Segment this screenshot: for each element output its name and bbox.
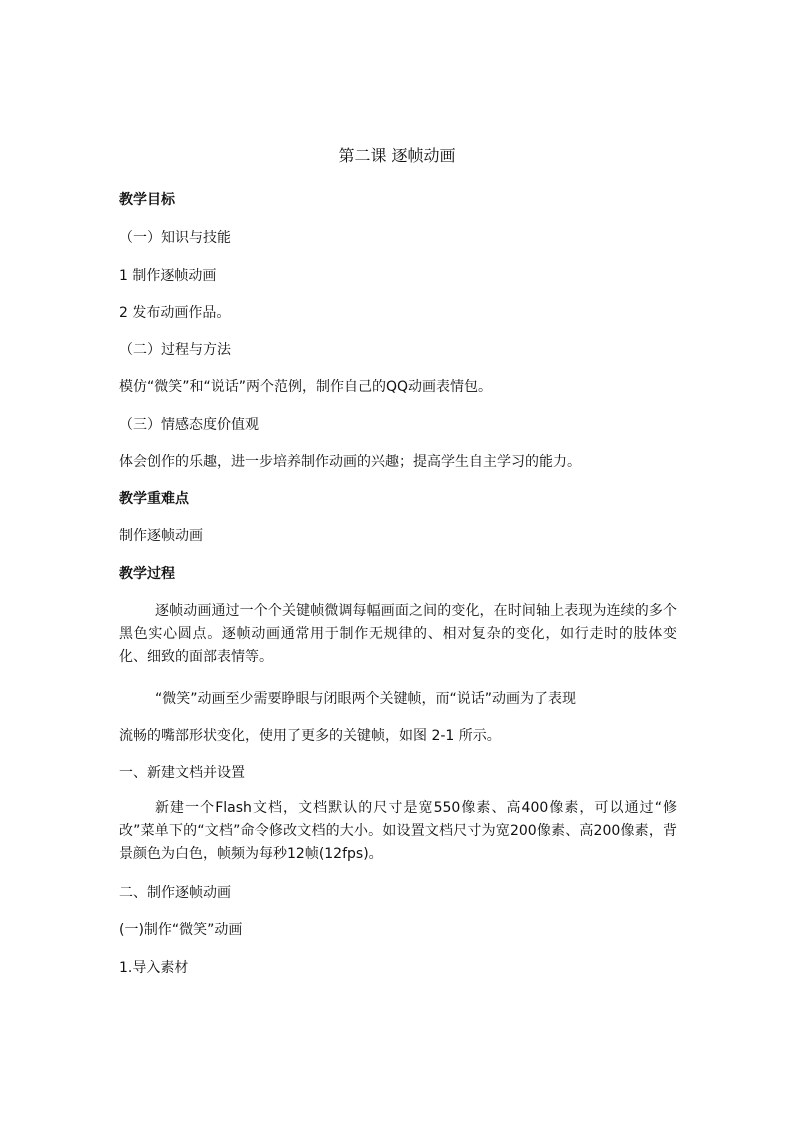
section-heading-goals: 教学目标 bbox=[119, 192, 175, 208]
subheading-process-methods: （二）过程与方法 bbox=[119, 342, 231, 358]
paragraph-frame-animation: 逐帧动画通过一个个关键帧微调每幅画面之间的变化，在时间轴上表现为连续的多个黑色实心圆点。逐帧动画通常用于制作无规律的、相对复杂的变化，如行走时的肢体变化、细致的面部表情等。 bbox=[119, 603, 677, 665]
subheading-attitudes-values: （三）情感态度价值观 bbox=[119, 417, 259, 433]
section-heading-process: 教学过程 bbox=[119, 566, 175, 582]
paragraph-smile-talk-line1: “微笑”动画至少需要睁眼与闭眼两个关键帧，而“说话”动画为了表现 bbox=[155, 691, 577, 707]
section-heading-keypoints: 教学重难点 bbox=[119, 491, 189, 507]
paragraph-smile-talk-line2: 流畅的嘴部形状变化，使用了更多的关键帧，如图 2-1 所示。 bbox=[119, 728, 501, 744]
paragraph-keypoints: 制作逐帧动画 bbox=[119, 528, 203, 544]
page-title: 第二课 逐帧动画 bbox=[338, 146, 456, 165]
step-heading-new-document: 一、新建文档并设置 bbox=[119, 765, 245, 781]
paragraph-new-document: 新建一个Flash文档，文档默认的尺寸是宽550像素、高400像素，可以通过“修改”菜单下的“文档”命令修改文档的大小。如设置文档尺寸为宽200像素、高200像素，背景颜色为白色，帧频为每秒12帧(12fps)。 bbox=[119, 800, 677, 862]
paragraph-process-methods: 模仿“微笑”和“说话”两个范例，制作自己的QQ动画表情包。 bbox=[119, 379, 493, 395]
list-item: 2 发布动画作品。 bbox=[119, 305, 231, 321]
subheading-knowledge-skills: （一）知识与技能 bbox=[119, 230, 231, 246]
step-heading-make-animation: 二、制作逐帧动画 bbox=[119, 885, 231, 901]
list-item: 1 制作逐帧动画 bbox=[119, 268, 217, 284]
paragraph-attitudes-values: 体会创作的乐趣，进一步培养制作动画的兴趣；提高学生自主学习的能力。 bbox=[119, 454, 581, 470]
list-item-import-assets: 1.导入素材 bbox=[119, 960, 189, 976]
subheading-smile-animation: (一)制作“微笑”动画 bbox=[119, 922, 243, 938]
